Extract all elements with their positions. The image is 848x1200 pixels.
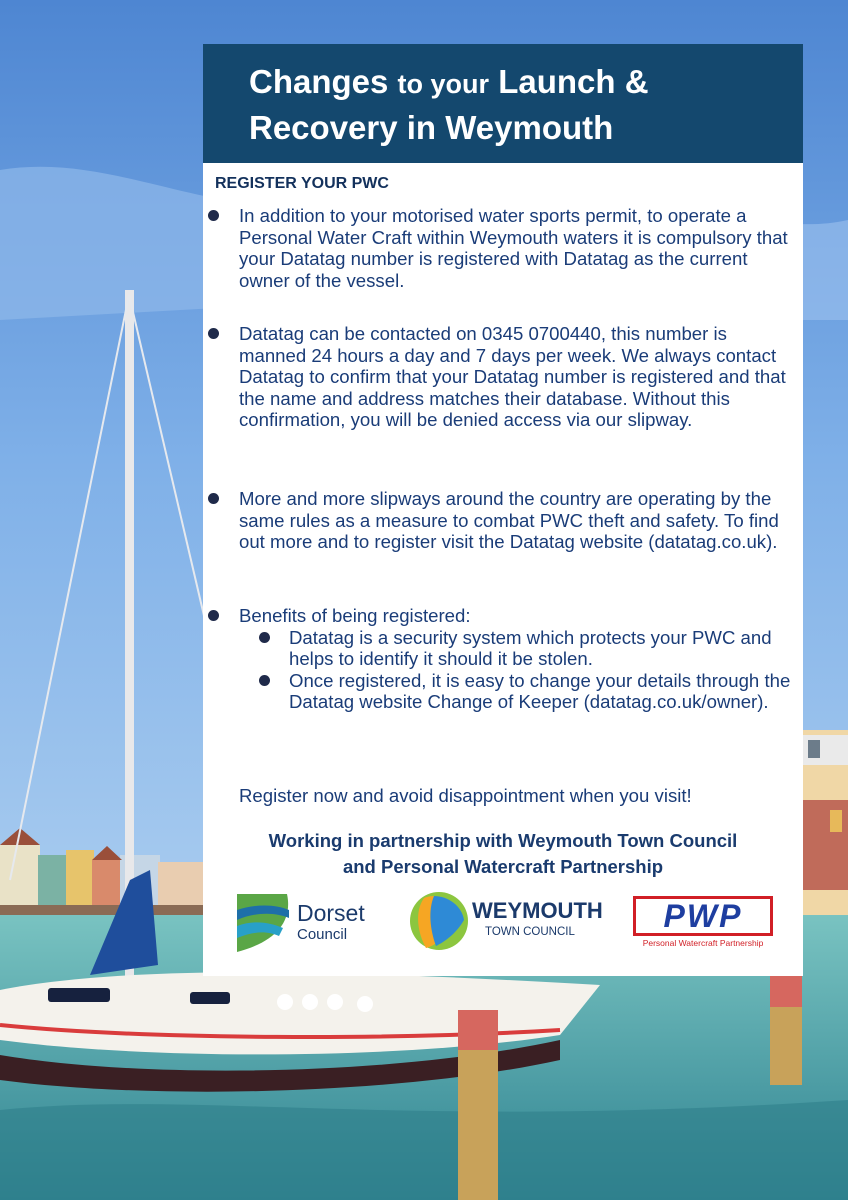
title-rest: Launch & <box>498 63 649 100</box>
section-heading: REGISTER YOUR PWC <box>215 175 389 192</box>
bullet-item: Datatag can be contacted on 0345 0700440, this number is manned 24 hours a day and 7 days per week. We always contact Datatag to confirm that your Datatag number is registered and that the name and address matches their database. Without this confirmation, you will be denied access via our slipway. <box>239 323 799 431</box>
bullet-item: Benefits of being registered: Datatag is a security system which protects your PWC and helps to identify it should it be stolen. Once registered, it is easy to change your details through the Datatag website Change of Keeper (datatag.co.uk/owner). <box>239 605 799 713</box>
dorset-council-logo: Dorset Council <box>235 892 385 956</box>
sub-bullet-item: Datatag is a security system which protects your PWC and helps to identify it should it be stolen. <box>289 627 799 670</box>
title-small: to your <box>397 69 490 99</box>
title-word: Changes <box>249 63 389 100</box>
closing-line: Register now and avoid disappointment when you visit! <box>239 785 692 806</box>
bullet-item: In addition to your motorised water sports permit, to operate a Personal Water Craft within Weymouth waters it is compulsory that your Datatag number is registered with Datatag as the current owner of the vessel. <box>239 205 799 291</box>
bullet-dot-icon <box>208 210 219 221</box>
bullet-dot-icon <box>259 675 270 686</box>
bullet-item: More and more slipways around the country are operating by the same rules as a measure to combat PWC theft and safety. To find out more and to register visit the Datatag website (datatag.co.uk). <box>239 488 799 553</box>
notice-card <box>203 44 803 976</box>
page-title <box>249 60 789 150</box>
dorset-logo-icon <box>235 892 293 954</box>
bullet-dot-icon <box>208 493 219 504</box>
weymouth-logo-icon <box>408 890 470 952</box>
title-line2: Recovery in Weymouth <box>249 109 614 146</box>
bullet-dot-icon <box>208 610 219 621</box>
partnership-statement: Working in partnership with Weymouth Town Council and Personal Watercraft Partnership <box>268 830 738 877</box>
weymouth-town-council-logo: WEYMOUTH TOWN COUNCIL <box>408 890 608 956</box>
bullet-dot-icon <box>208 328 219 339</box>
sub-bullet-item: Once registered, it is easy to change your details through the Datatag website Change of Keeper (datatag.co.uk/owner). <box>289 670 799 713</box>
bullet-dot-icon <box>259 632 270 643</box>
pwp-logo: PWP Personal Watercraft Partnership <box>633 896 773 956</box>
title-banner <box>203 44 803 163</box>
